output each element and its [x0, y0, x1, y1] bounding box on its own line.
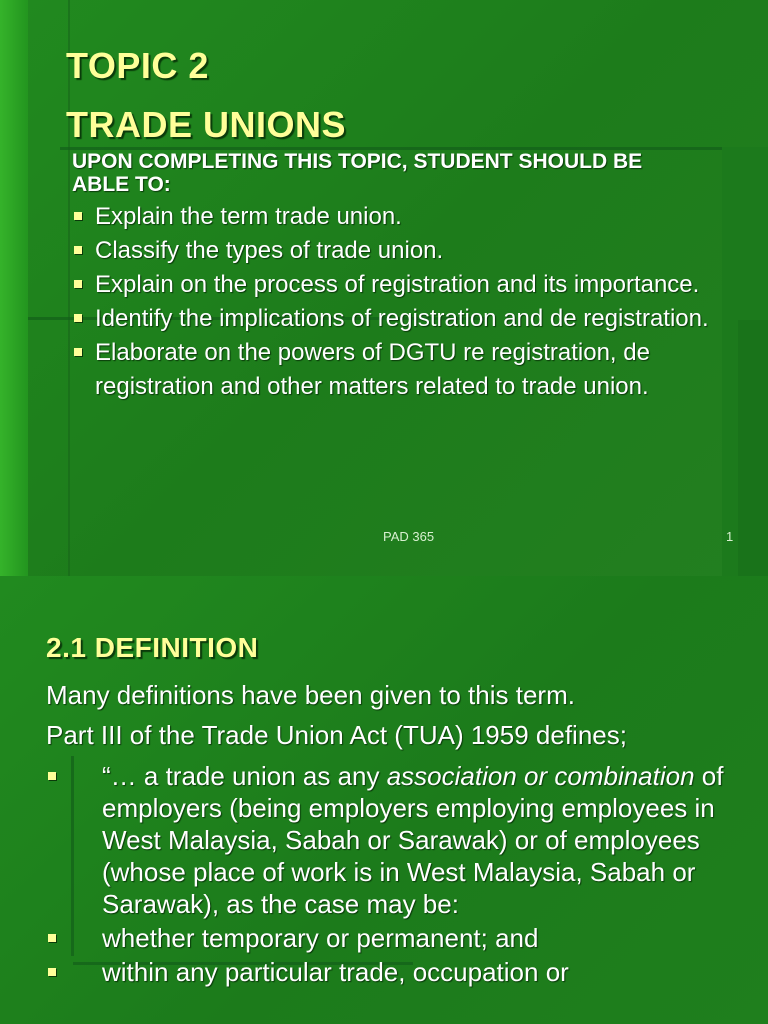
square-bullet-icon — [74, 280, 82, 288]
list-item — [72, 268, 732, 302]
definition-rest: of employers (being employers employing employees in West Malaysia, Sabah or Sarawak) or of employees (whose place of work is in West Malaysia, Sabah or Sarawak), as the case may be: — [102, 761, 724, 919]
section-title: 2.1 DEFINITION — [46, 632, 259, 663]
condition-text: within any particular trade, occupation or — [102, 957, 569, 987]
square-bullet-icon — [48, 772, 56, 780]
list-item — [72, 336, 732, 404]
objective-text: Identify the implications of registration and de registration. — [95, 305, 709, 332]
definition-list — [46, 760, 746, 990]
square-bullet-icon — [74, 348, 82, 356]
objective-text: Explain the term trade union. — [95, 203, 402, 230]
list-item — [46, 922, 746, 954]
objective-text: Elaborate on the powers of DGTU re registration, de registration and other matters related to trade union. — [95, 339, 650, 400]
definition-emphasis: association or combination — [386, 761, 695, 791]
condition-text: whether temporary or permanent; and — [102, 923, 539, 953]
objective-text: Explain on the process of registration and its importance. — [95, 271, 700, 298]
objective-text: Classify the types of trade union. — [95, 237, 444, 264]
square-bullet-icon — [74, 246, 82, 254]
slide-2 — [0, 576, 768, 1024]
definition-quote — [46, 760, 746, 920]
objectives-heading: UPON COMPLETING THIS TOPIC, STUDENT SHOULD BE ABLE TO: — [72, 150, 643, 196]
square-bullet-icon — [48, 934, 56, 942]
list-item — [72, 234, 732, 268]
list-item — [72, 302, 732, 336]
page-number: 1 — [726, 529, 734, 544]
square-bullet-icon — [74, 212, 82, 220]
slide-1-left-band — [0, 0, 28, 576]
slide-title: TRADE UNIONS — [66, 104, 347, 145]
intro-paragraph: Many definitions have been given to this term. — [46, 680, 575, 710]
topic-label: TOPIC 2 — [66, 45, 209, 86]
square-bullet-icon — [48, 968, 56, 976]
act-reference-paragraph: Part III of the Trade Union Act (TUA) 1959 defines; — [46, 720, 627, 750]
decorative-right-bar — [738, 320, 768, 576]
list-item — [46, 956, 746, 988]
footer-course-code: PAD 365 — [383, 529, 435, 544]
list-item — [72, 200, 732, 234]
square-bullet-icon — [74, 314, 82, 322]
objectives-list — [72, 200, 732, 404]
definition-lead: “… a trade union as any — [102, 761, 387, 791]
